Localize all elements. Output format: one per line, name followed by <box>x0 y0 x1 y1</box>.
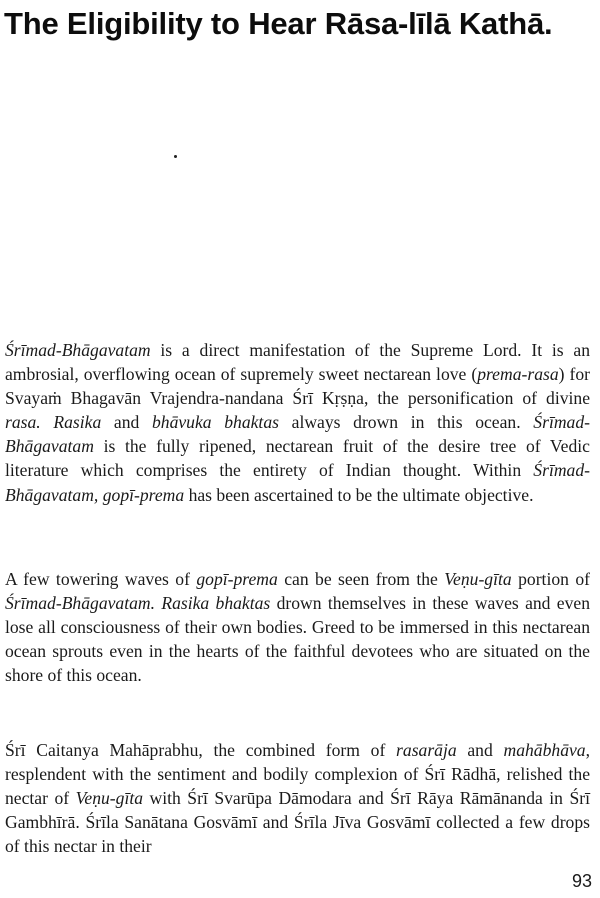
italic-term: Śrīmad-Bhāgavatam. Rasika bhaktas <box>5 593 271 614</box>
italic-term: gopī-prema <box>196 569 278 589</box>
paragraph-1: Śrīmad-Bhāgavatam is a direct manifestation of the Supreme Lord. It is an ambrosial, overflowing ocean of supremely sweet nectarean love (prema-rasa) for Svayaṁ Bhagavān Vrajendra-nandana Śrī Kṛṣṇa, the personification of divine rasa. Rasika and bhāvuka bhaktas always drown in this ocean. Śrīmad-Bhāgavatam is the fully ripened, nectarean fruit of the desire tree of Vedic literature which comprises the entirety of Indian thought. Within Śrīmad-Bhāgavatam, gopī-prema has been ascertained to be the ultimate objective. <box>5 340 590 505</box>
paragraph-3: Śrī Caitanya Mahāprabhu, the combined form of rasarāja and mahābhāva, resplendent with the sentiment and bodily complexion of Śrī Rādhā, relished the nectar of Veṇu-gīta with Śrī Svarūpa Dāmodara and Śrī Rāya Rāmānanda in Śrī Gambhīrā. Śrīla Sanātana Gosvāmī and Śrīla Jīva Gosvāmī collected a few drops of this nectar in their <box>5 740 590 857</box>
italic-term: bhāvuka bhaktas <box>151 412 279 433</box>
chapter-title: The Eligibility to Hear Rāsa-līlā Kathā. <box>4 6 553 41</box>
italic-term: Śrīmad-Bhāgavatam <box>5 412 590 457</box>
italic-term: Śrīmad-Bhāgavatam, gopī-prema <box>5 460 590 505</box>
italic-term: Śrīmad-Bhāgavatam <box>5 340 151 360</box>
italic-term: Veṇu-gīta <box>444 569 512 589</box>
print-speck <box>174 155 177 158</box>
paragraph-2: A few towering waves of gopī-prema can be seen from the Veṇu-gīta portion of Śrīmad-Bhāgavatam. Rasika bhaktas drown themselves in these waves and even lose all consciousness of their own bodies. Greed to be immersed in this nectarean ocean sprouts even in the hearts of the faithful devotees who are situated on the shore of this ocean. <box>5 569 590 686</box>
page-number: 93 <box>571 871 592 891</box>
italic-term: prema-rasa <box>477 364 559 385</box>
italic-term: Veṇu-gīta <box>75 788 144 809</box>
italic-term: rasarāja <box>396 740 457 760</box>
italic-term: rasa. Rasika <box>5 412 102 433</box>
italic-term: mahābhāva <box>503 740 586 760</box>
